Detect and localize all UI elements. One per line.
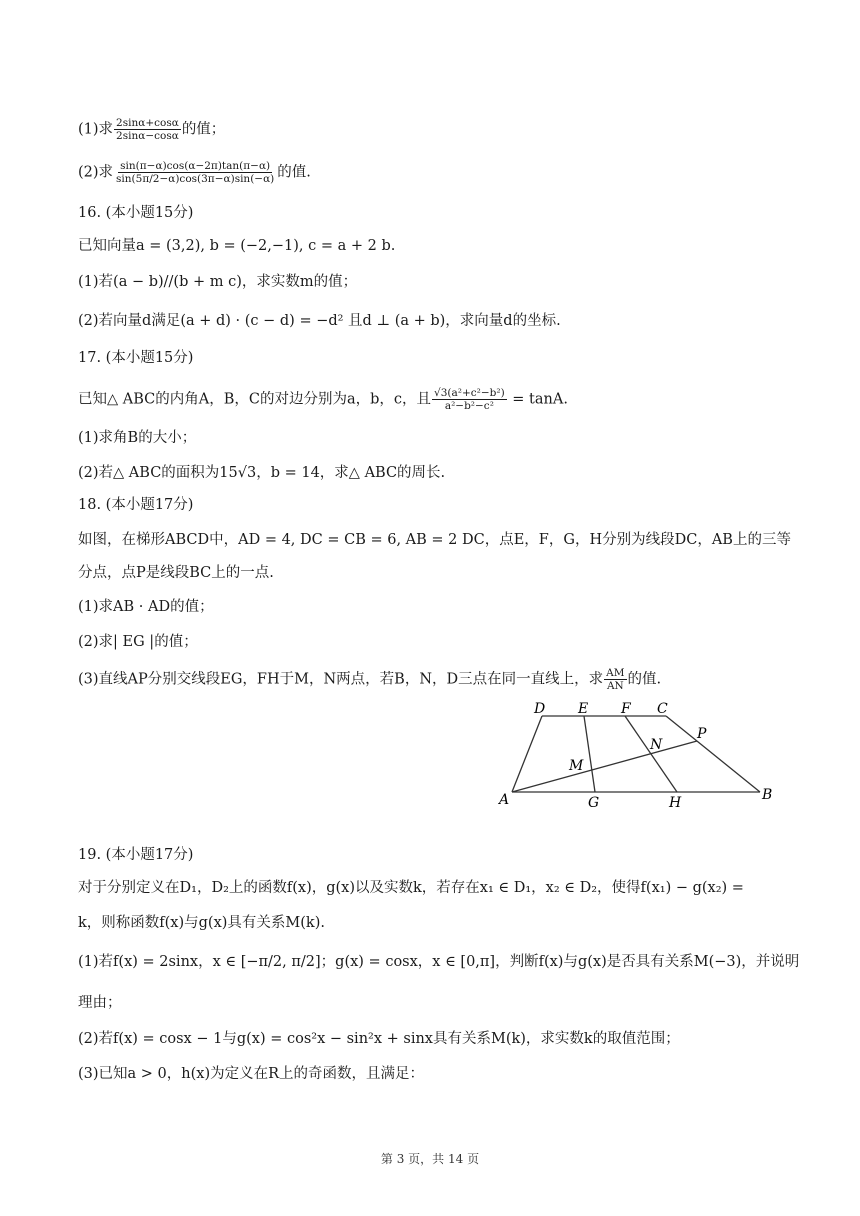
label-h: H: [669, 795, 682, 811]
q19-part1: (1)若f(x) = 2sinx，x ∈ [−π/2, π/2]；g(x) = cosx，x ∈ [0,π]，判断f(x)与g(x)是否具有关系M(−3)，并说明: [78, 954, 800, 970]
q19-intro-2: k，则称函数f(x)与g(x)具有关系M(k).: [78, 915, 325, 931]
q16-intro: 已知向量a = (3,2), b = (−2,−1), c = a + 2 b.: [78, 238, 396, 254]
q18-intro-2: 分点，点P是线段BC上的一点.: [78, 565, 274, 581]
q18-intro-1: 如图，在梯形ABCD中，AD = 4, DC = CB = 6, AB = 2 DC，点E，F，G，H分别为线段DC，AB上的三等: [78, 532, 791, 548]
segment-ap: [512, 741, 697, 792]
segment-eg: [584, 716, 595, 792]
fraction: $\frac{AM}{AN}$: [606, 667, 625, 692]
fraction: $\frac{2\sin\alpha+\cos\alpha}{2\sin\alpha-\cos\alpha}$: [116, 117, 179, 142]
q16-heading: 16. (本小题15分): [78, 205, 194, 221]
label-c: C: [657, 701, 668, 717]
segment-ad: [512, 716, 542, 792]
q18-part2: (2)求| EG |的值；: [78, 634, 198, 650]
q19-intro-1: 对于分别定义在D₁，D₂上的函数f(x)，g(x)以及实数k，若存在x₁ ∈ D₁，x₂ ∈ D₂，使得f(x₁) − g(x₂) =: [78, 880, 744, 896]
q17-intro: 已知△ ABC的内角A，B，C的对边分别为a，b，c，且 $\frac{\text{√3(a²+c²−b²)}}{\text{a²−b²−c²}}$ = tanA.: [78, 387, 568, 412]
label-e: E: [578, 701, 589, 717]
q16-part1: (1)若(a − b)//(b + m c)，求实数m的值；: [78, 274, 358, 290]
q18-part1: (1)求AB · AD的值；: [78, 599, 214, 615]
label-f: F: [621, 701, 631, 717]
fraction: $\frac{\sin(\pi-\alpha)\cos(\alpha-2\pi)\tan(\pi-\alpha)}{\sin(5\pi/2-\alpha)\cos(3\pi-\alpha)\sin(-\alpha)}$: [116, 160, 275, 185]
q18-heading: 18. (本小题17分): [78, 497, 194, 513]
q19-part2: (2)若f(x) = cosx − 1与g(x) = cos²x − sin²x + sinx具有关系M(k)，求实数k的取值范围；: [78, 1031, 680, 1047]
q16-part2: (2)若向量d满足(a + d) · (c − d) = −d² 且d ⊥ (a + b)，求向量d的坐标.: [78, 313, 561, 329]
q15-part1: (1)求 $\frac{2\sin\alpha+\cos\alpha}{2\sin\alpha-\cos\alpha}$ 的值；: [78, 117, 226, 142]
segment-cb: [666, 716, 760, 792]
label-d: D: [534, 701, 546, 717]
label-p: P: [697, 726, 707, 742]
label-m: M: [569, 758, 584, 774]
q19-part1-cont: 理由；: [78, 995, 122, 1011]
label-a: A: [499, 792, 510, 808]
q17-part2: (2)若△ ABC的面积为15√3，b = 14，求△ ABC的周长.: [78, 465, 446, 481]
q17-part1: (1)求角B的大小；: [78, 430, 197, 446]
label-b: B: [762, 787, 773, 803]
q17-heading: 17. (本小题15分): [78, 350, 194, 366]
fraction: $\frac{\text{√3(a²+c²−b²)}}{\text{a²−b²−c²}}$: [434, 387, 505, 412]
q18-part3: (3)直线AP分别交线段EG，FH于M，N两点，若B，N，D三点在同一直线上，求 $\frac{AM}{AN}$ 的值.: [78, 667, 662, 692]
trapezoid-figure: [496, 695, 782, 813]
q15-part2: (2)求 $\frac{\sin(\pi-\alpha)\cos(\alpha-2\pi)\tan(\pi-\alpha)}{\sin(5\pi/2-\alpha)\cos(3\pi-\alpha)\sin(-\alpha)}$ 的值.: [78, 160, 311, 185]
label-n: N: [650, 737, 663, 753]
q19-heading: 19. (本小题17分): [78, 847, 194, 863]
page-footer: 第 3 页，共 14 页: [380, 1152, 480, 1166]
label-g: G: [588, 795, 600, 811]
q19-part3: (3)已知a > 0，h(x)为定义在R上的奇函数，且满足：: [78, 1066, 425, 1082]
